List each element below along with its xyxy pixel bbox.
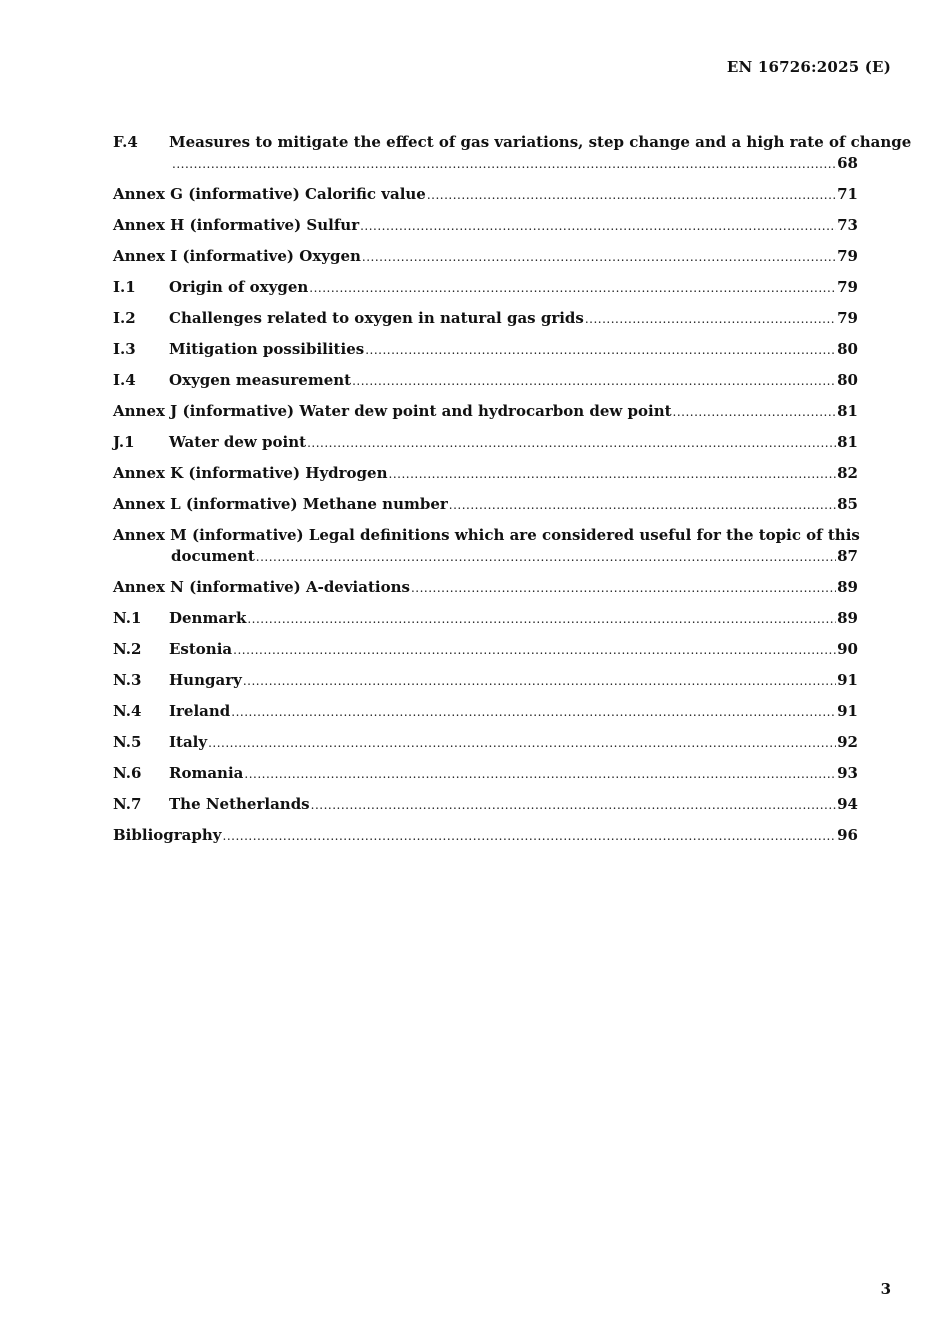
toc-entry-title: Challenges related to oxygen in natural gas grids [169,309,584,327]
toc-entry-i2[interactable] [113,308,858,330]
toc-entry-page: 91 [837,671,858,689]
toc-leader-dots [244,763,836,785]
toc-entry-i4[interactable] [113,370,858,392]
toc-entry-annex-m[interactable] [113,525,858,568]
toc-entry-j1[interactable] [113,432,858,454]
toc-entry-number: N.4 [113,702,142,720]
document-identifier: EN 16726:2025 (E) [726,58,891,76]
toc-entry-n2[interactable] [113,639,858,661]
toc-entry-page: 89 [837,609,858,627]
toc-entry-annex-l[interactable] [113,494,858,516]
toc-leader-dots [389,463,837,485]
toc-entry-number: I.2 [113,309,136,327]
toc-entry-page: 92 [837,733,858,751]
toc-entry-number: N.3 [113,671,142,689]
toc-entry-page: 90 [837,640,858,658]
toc-entry-number: I.3 [113,340,136,358]
toc-entry-title: Hungary [169,671,242,689]
toc-entry-number: F.4 [113,133,138,151]
toc-entry-annex-k[interactable] [113,463,858,485]
toc-entry-number: I.1 [113,278,136,296]
toc-entry-page: 93 [837,764,858,782]
toc-leader-dots [449,494,836,516]
toc-leader-dots [307,432,836,454]
toc-leader-dots [172,153,836,175]
toc-leader-dots [243,670,836,692]
table-of-contents [113,132,912,856]
toc-entry-title: Annex I (informative) Oxygen [113,247,361,265]
toc-entry-bibliography[interactable] [113,825,858,847]
toc-leader-dots [208,732,836,754]
toc-entry-n4[interactable] [113,701,858,723]
toc-entry-n1[interactable] [113,608,858,630]
toc-leader-dots [673,401,837,423]
toc-entry-annex-h[interactable] [113,215,858,237]
toc-entry-title: Oxygen measurement [169,371,352,389]
toc-entry-page: 96 [837,826,858,844]
toc-entry-page: 81 [837,402,858,420]
toc-entry-page: 71 [837,185,858,203]
toc-entry-page: 87 [837,547,858,565]
toc-entry-annex-j[interactable] [113,401,858,423]
toc-leader-dots [247,608,836,630]
toc-entry-annex-g[interactable] [113,184,858,206]
toc-entry-page: 79 [837,309,858,327]
toc-entry-number: N.2 [113,640,142,658]
toc-entry-title: Measures to mitigate the effect of gas variations, step change and a high rate of change [169,133,912,151]
toc-entry-n5[interactable] [113,732,858,754]
toc-leader-dots [411,577,836,599]
toc-entry-title: Annex L (informative) Methane number [113,495,448,513]
toc-entry-title: Annex M (informative) Legal definitions which are considered useful for the topic of this [113,526,860,544]
toc-entry-title: Estonia [169,640,233,658]
toc-leader-dots [233,639,836,661]
toc-entry-title: Annex G (informative) Calorific value [113,185,426,203]
toc-entry-f4[interactable] [113,132,912,175]
toc-entry-i3[interactable] [113,339,858,361]
toc-leader-dots [231,701,836,723]
toc-entry-title: Ireland [169,702,231,720]
toc-entry-title: Bibliography [113,826,222,844]
toc-entry-title: Mitigation possibilities [169,340,365,358]
toc-leader-dots [360,215,836,237]
toc-entry-title: The Netherlands [169,795,310,813]
toc-leader-dots [427,184,836,206]
toc-entry-number: N.5 [113,733,142,751]
toc-entry-page: 79 [837,278,858,296]
toc-entry-page: 80 [837,340,858,358]
toc-entry-annex-i[interactable] [113,246,858,268]
toc-entry-title: Water dew point [169,433,307,451]
toc-leader-dots [223,825,837,847]
toc-leader-dots [309,277,836,299]
toc-entry-n7[interactable] [113,794,858,816]
toc-entry-title-continued: document [171,547,255,565]
toc-entry-title: Annex K (informative) Hydrogen [113,464,388,482]
toc-entry-n6[interactable] [113,763,858,785]
toc-entry-title: Romania [169,764,244,782]
toc-leader-dots [311,794,837,816]
toc-entry-page: 79 [837,247,858,265]
toc-leader-dots [352,370,836,392]
toc-entry-page: 82 [837,464,858,482]
toc-entry-n3[interactable] [113,670,858,692]
toc-entry-number: I.4 [113,371,136,389]
page-number: 3 [880,1280,891,1298]
toc-entry-page: 81 [837,433,858,451]
toc-entry-number: N.7 [113,795,142,813]
toc-leader-dots [365,339,836,361]
toc-entry-title: Annex H (informative) Sulfur [113,216,360,234]
toc-entry-page: 89 [837,578,858,596]
toc-entry-title: Annex J (informative) Water dew point and hydrocarbon dew point [113,402,672,420]
toc-entry-title: Denmark [169,609,247,627]
toc-leader-dots [585,308,836,330]
toc-leader-dots [256,546,836,568]
toc-entry-number: N.6 [113,764,142,782]
toc-entry-i1[interactable] [113,277,858,299]
toc-leader-dots [362,246,836,268]
toc-entry-page: 91 [837,702,858,720]
toc-entry-title: Origin of oxygen [169,278,309,296]
toc-entry-number: N.1 [113,609,142,627]
toc-entry-annex-n[interactable] [113,577,858,599]
toc-entry-page: 85 [837,495,858,513]
toc-entry-page: 68 [837,154,858,172]
toc-entry-title: Italy [169,733,208,751]
toc-entry-number: J.1 [113,433,135,451]
toc-entry-page: 80 [837,371,858,389]
toc-entry-title: Annex N (informative) A-deviations [113,578,410,596]
toc-entry-page: 94 [837,795,858,813]
toc-entry-page: 73 [837,216,858,234]
